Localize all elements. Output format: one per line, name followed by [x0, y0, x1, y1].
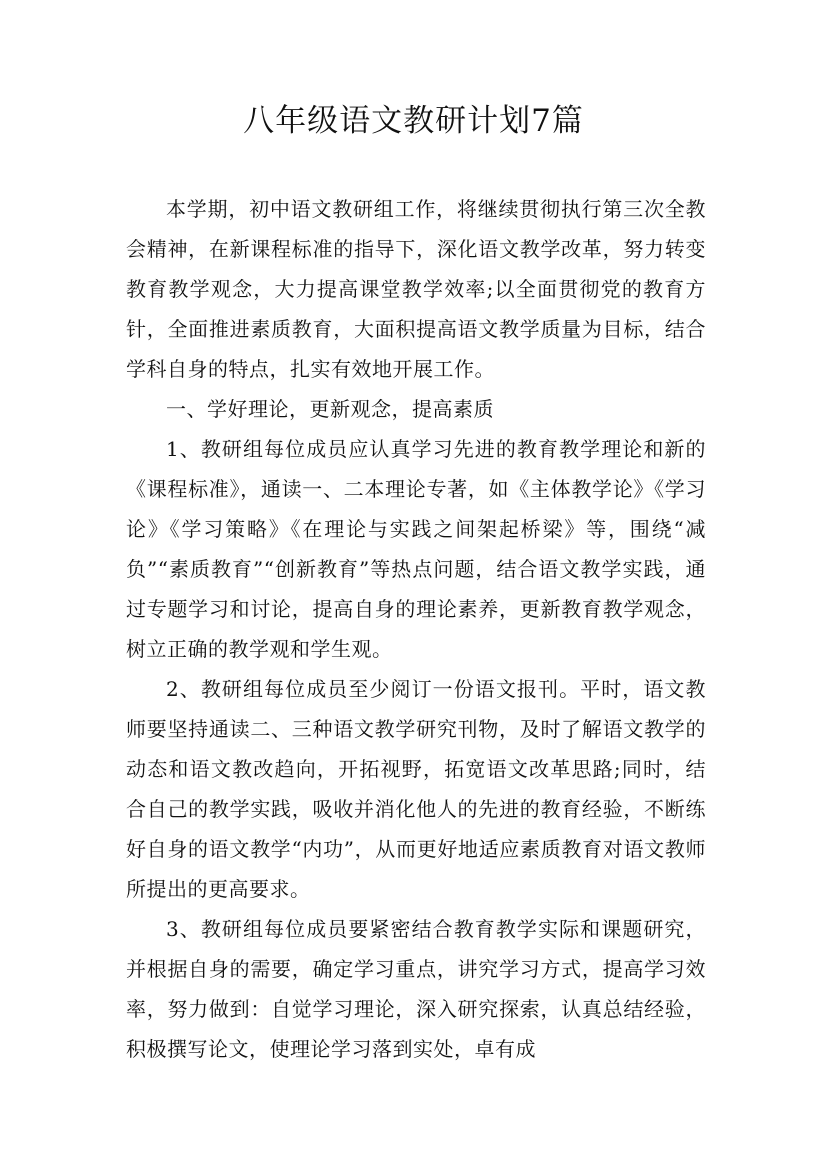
- item-paragraph-1: 1、教研组每位成员应认真学习先进的教育教学理论和新的《课程标准》，通读一、二本理论专著，如《主体教学论》《学习论》《学习策略》《在理论与实践之间架起桥梁》等，围绕“减负”“素质教育”“创新教育”等热点问题，结合语文教学实践，通过专题学习和讨论，提高自身的理论素养，更新教育教学观念，树立正确的教学观和学生观。: [126, 437, 706, 661]
- item-paragraph-2: 2、教研组每位成员至少阅订一份语文报刊。平时，语文教师要坚持通读二、三种语文教学研究刊物，及时了解语文教学的动态和语文教改趋向，开拓视野，拓宽语文改革思路;同时，结合自己的教学实践，吸收并消化他人的先进的教育经验，不断练好自身的语文教学“内功”，从而更好地适应素质教育对语文教师所提出的更高要求。: [126, 677, 706, 901]
- intro-paragraph: 本学期，初中语文教研组工作，将继续贯彻执行第三次全教会精神，在新课程标准的指导下，深化语文教学改革，努力转变教育教学观念，大力提高课堂教学效率;以全面贯彻党的教育方针，全面推进素质教育，大面积提高语文教学质量为目标，结合学科自身的特点，扎实有效地开展工作。: [126, 197, 706, 381]
- section-heading-1: 一、学好理论，更新观念，提高素质: [166, 397, 494, 421]
- item-paragraph-3: 3、教研组每位成员要紧密结合教育教学实际和课题研究，并根据自身的需要，确定学习重点，讲究学习方式，提高学习效率，努力做到：自觉学习理论，深入研究探索，认真总结经验，积极撰写论文，使理论学习落到实处，卓有成: [126, 917, 706, 1061]
- document-title: 八年级语文教研计划7篇: [243, 103, 584, 139]
- document-body: [126, 189, 706, 1069]
